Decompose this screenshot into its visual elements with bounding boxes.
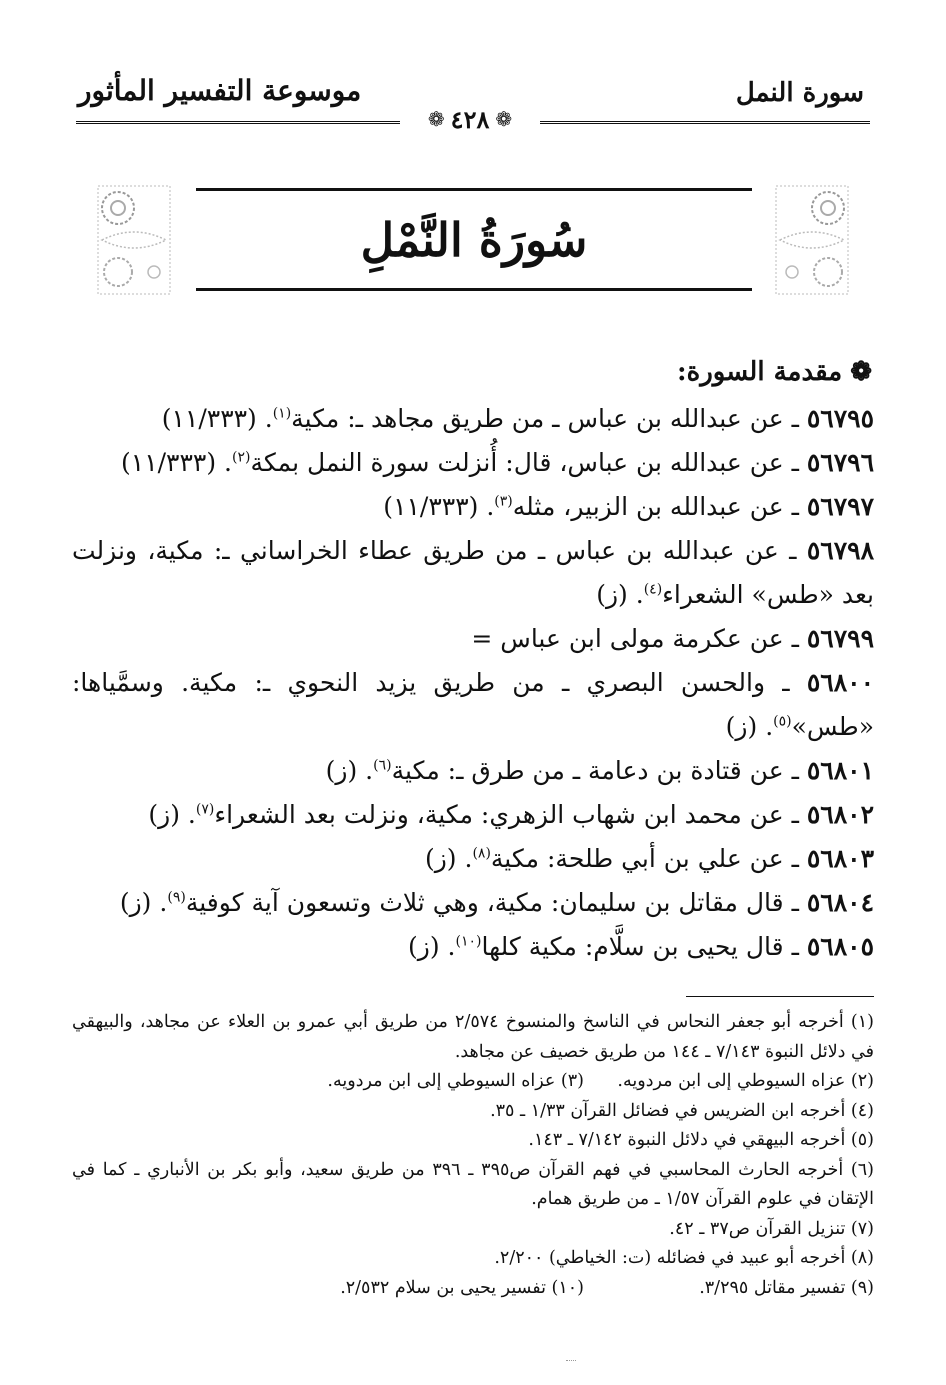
entry-number: ٥٦٧٩٩: [806, 624, 874, 653]
footnote: (٥) أخرجه البيهقي في دلائل النبوة ٧/١٤٢ ـ ١٤٣.: [528, 1130, 874, 1150]
entry-text: ـ عن قتادة بن دعامة ـ من طرق ـ: مكية: [391, 756, 807, 785]
entry-number: ٥٦٧٩٨: [806, 536, 874, 565]
entry-text: ـ عن علي بن أبي طلحة: مكية: [490, 844, 807, 873]
entry-tail: . (١١/٣٣٣): [121, 448, 232, 477]
entry-tail: . (ز): [148, 800, 196, 829]
entry: [72, 837, 874, 881]
entry-number: ٥٦٨٠٢: [806, 800, 874, 829]
entry-number: ٥٦٧٩٦: [806, 448, 874, 477]
running-header-book-title: موسوعة التفسير المأثور: [78, 74, 362, 107]
footnote-ref: (٣): [494, 493, 513, 510]
footnote: (٦) أخرجه الحارث المحاسبي في فهم القرآن ص٣٩٥ ـ ٣٩٦ من طريق سعيد، وأبو بكر بن الأنباري ـ كما في الإتقان في علوم القرآن ١/٥٧ ـ من طريق همام.: [72, 1159, 874, 1209]
entry-number: ٥٦٨٠٤: [806, 888, 874, 917]
entry-tail: . (ز): [725, 712, 774, 741]
footnote-ref: (٨): [472, 845, 491, 862]
ornament-right-icon: ❁: [495, 107, 513, 131]
entry: [72, 441, 874, 485]
entry-number: ٥٦٨٠٣: [806, 844, 874, 873]
left-corner-ornament-icon: [92, 180, 176, 300]
entry-number: ٥٦٧٩٧: [806, 492, 874, 521]
entry: [72, 529, 874, 617]
entry-tail: . (ز): [596, 580, 644, 609]
entry: [72, 397, 874, 441]
surah-title: سُورَةُ النَّمْلِ: [360, 213, 588, 267]
footnote: (٢) عزاه السيوطي إلى ابن مردويه.: [617, 1071, 874, 1091]
entry: [72, 793, 874, 837]
entry: [72, 925, 874, 969]
entry-number: ٥٦٨٠٥: [806, 932, 874, 961]
running-header-surah: سورة النمل: [735, 78, 864, 108]
footnote-ref: (٧): [195, 801, 215, 818]
entry: [72, 617, 874, 661]
entry-number: ٥٦٨٠٠: [806, 668, 874, 697]
entry: [72, 485, 874, 529]
entry-text: ـ عن عبدالله بن عباس، قال: أُنزلت سورة النمل بمكة: [250, 448, 807, 477]
entry-text: ـ عن محمد ابن شهاب الزهري: مكية، ونزلت بعد الشعراء: [214, 800, 807, 829]
entry-text: ـ عن عكرمة مولى ابن عباس =: [471, 624, 807, 653]
entry-tail: . (١١/٣٣٣): [383, 492, 495, 521]
footnote: (١٠) تفسير يحيى بن سلام ٢/٥٣٢.: [340, 1277, 584, 1298]
flower-icon: ❁: [850, 357, 872, 387]
title-frame-bottom-rule: [196, 288, 752, 291]
footnote-ref: (٩): [167, 889, 186, 906]
page-mark: [566, 1360, 576, 1361]
entry-tail: . (ز): [408, 932, 456, 961]
entry-text: ـ والحسن البصري ـ من طريق يزيد النحوي ـ: مكية. وسمَّياها: «طس»: [72, 668, 874, 741]
footnote-ref: (٦): [373, 757, 392, 774]
footnote: (٣) عزاه السيوطي إلى ابن مردويه.: [327, 1071, 584, 1091]
footnote: (٩) تفسير مقاتل ٣/٢٩٥.: [699, 1277, 874, 1298]
section-heading-text: مقدمة السورة:: [677, 357, 843, 387]
entry-tail: . (ز): [119, 888, 168, 917]
footnote-ref: (٥): [773, 713, 792, 730]
footnotes: [72, 1008, 874, 1303]
entry: [72, 661, 874, 749]
footnote-ref: (١٠): [455, 933, 482, 950]
footnote: (٨) أخرجه أبو عبيد في فضائله (ت: الخياطي) ٢/٢٠٠.: [494, 1248, 874, 1268]
entry-text: ـ عن عبدالله بن الزبير، مثله: [512, 492, 807, 521]
footnote: (٧) تنزيل القرآن ص٣٧ ـ ٤٢.: [669, 1218, 874, 1239]
entry: [72, 749, 874, 793]
entry-tail: . (١١/٣٣٣): [161, 404, 273, 433]
entry-text: ـ قال يحيى بن سلَّام: مكية كلها: [481, 932, 807, 961]
entry-number: ٥٦٧٩٥: [806, 404, 874, 433]
footnote-row: [72, 1067, 874, 1097]
entry-tail: . (ز): [424, 844, 473, 873]
title-frame-top-rule: [196, 188, 752, 191]
entries-list: [72, 397, 874, 969]
footnote-ref: (١): [272, 405, 292, 422]
entry-number: ٥٦٨٠١: [806, 756, 874, 785]
entry-text: ـ عن عبدالله بن عباس ـ من طريق عطاء الخراساني ـ: مكية، ونزلت بعد «طس» الشعراء: [72, 536, 874, 609]
entry: [72, 881, 874, 925]
page-number: ٤٢٨: [450, 104, 490, 134]
ornament-left-icon: ❁: [427, 107, 445, 131]
entry-text: ـ قال مقاتل بن سليمان: مكية، وهي ثلاث وتسعون آية كوفية: [185, 888, 807, 917]
footnote-row: [72, 1274, 874, 1304]
footnote: (١) أخرجه أبو جعفر النحاس في الناسخ والمنسوخ ٢/٥٧٤ من طريق أبي عمرو بن العلاء عن مجاهد، والبيهقي في دلائل النبوة ٧/١٤٣ ـ ١٤٤ من طريق خصيف عن مجاهد.: [72, 1012, 874, 1062]
entry-tail: . (ز): [325, 756, 374, 785]
footnote-separator: [686, 996, 874, 997]
footnote: (٤) أخرجه ابن الضريس في فضائل القرآن ١/٣٣ ـ ٣٥.: [490, 1100, 874, 1121]
entry-text: ـ عن عبدالله بن عباس ـ من طريق مجاهد ـ: مكية: [291, 404, 807, 433]
footnote-ref: (٤): [643, 581, 663, 598]
section-heading: [677, 357, 872, 387]
page-number-box: [400, 103, 540, 135]
right-corner-ornament-icon: [770, 180, 854, 300]
footnote-ref: (٢): [232, 449, 251, 466]
